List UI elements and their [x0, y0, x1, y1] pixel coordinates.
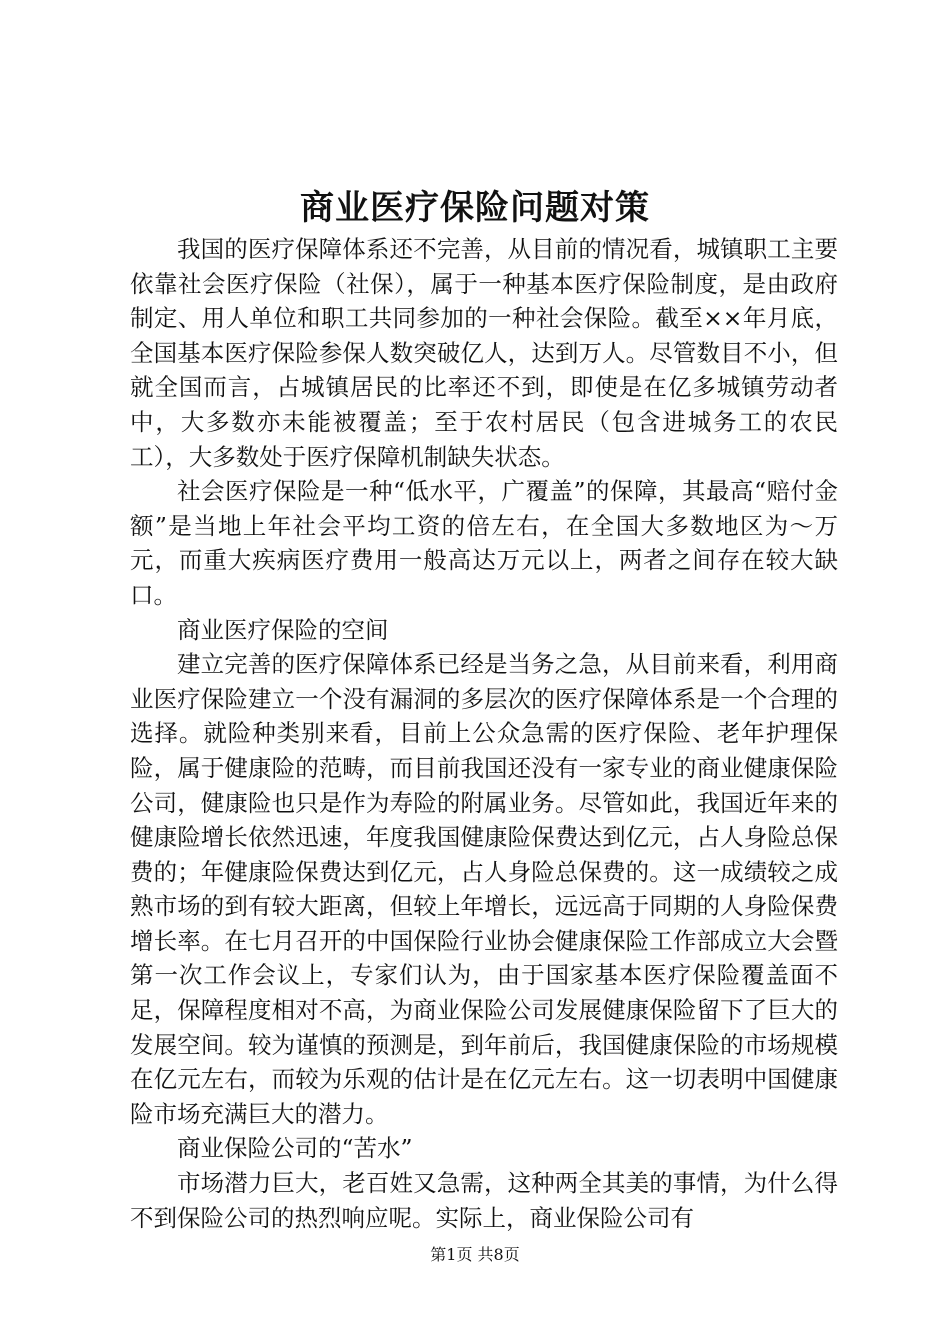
paragraph-4: 市场潜力巨大，老百姓又急需，这种两全其美的事情，为什么得不到保险公司的热烈响应呢。实际上，商业保险公司有 — [130, 1169, 838, 1232]
paragraph-1: 我国的医疗保障体系还不完善，从目前的情况看，城镇职工主要依靠社会医疗保险（社保），属于一种基本医疗保险制度，是由政府制定、用人单位和职工共同参加的一种社会保险。截至××年月底，全国基本医疗保险参保人数突破亿人，达到万人。尽管数目不小，但就全国而言，占城镇居民的比率还不到，即使是在亿多城镇劳动者中，大多数亦未能被覆盖；至于农村居民（包含进城务工的农民工），大多数处于医疗保障机制缺失状态。 — [130, 235, 838, 471]
paragraph-3: 建立完善的医疗保障体系已经是当务之急，从目前来看，利用商业医疗保险建立一个没有漏洞的多层次的医疗保障体系是一个合理的选择。就险种类别来看，目前上公众急需的医疗保险、老年护理保险，属于健康险的范畴，而目前我国还没有一家专业的商业健康保险公司，健康险也只是作为寿险的附属业务。尽管如此，我国近年来的健康险增长依然迅速，年度我国健康险保费达到亿元，占人身险总保费的；年健康险保费达到亿元，占人身险总保费的。这一成绩较之成熟市场的到有较大距离，但较上年增长，远远高于同期的人身险保费增长率。在七月召开的中国保险行业协会健康保险工作部成立大会暨第一次工作会议上，专家们认为，由于国家基本医疗保险覆盖面不足，保障程度相对不高，为商业保险公司发展健康保险留下了巨大的发展空间。较为谨慎的预测是，到年前后，我国健康保险的市场规模在亿元左右，而较为乐观的估计是在亿元左右。这一切表明中国健康险市场充满巨大的潜力。 — [130, 650, 838, 1128]
document-title: 商业医疗保险问题对策 — [300, 188, 650, 228]
section-heading-space: 商业医疗保险的空间 — [177, 615, 389, 644]
paragraph-2: 社会医疗保险是一种“低水平，广覆盖”的保障，其最高“赔付金额”是当地上年社会平均工资的倍左右，在全国大多数地区为～万元，而重大疾病医疗费用一般高达万元以上，两者之间存在较大缺口。 — [130, 477, 838, 609]
page-footer: 第1页 共8页 — [430, 1245, 520, 1264]
section-heading-bitter-water: 商业保险公司的“苦水” — [177, 1134, 413, 1163]
document-body — [130, 232, 838, 1235]
